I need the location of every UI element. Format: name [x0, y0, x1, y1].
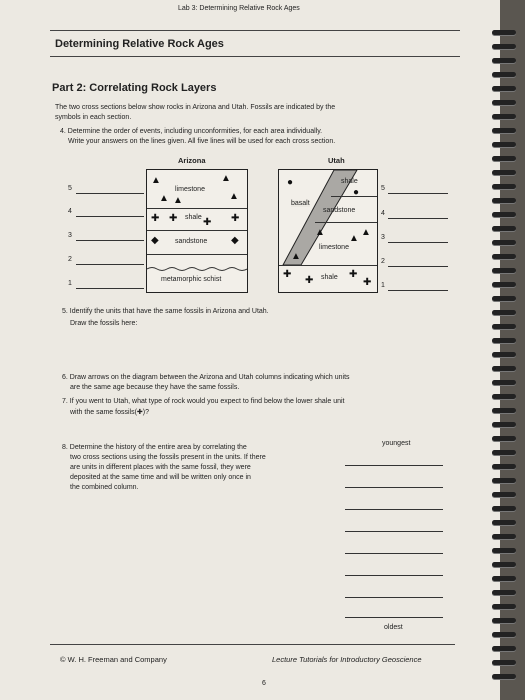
circle-fossil-icon: ● [287, 177, 294, 188]
az-answer-line-2[interactable] [76, 264, 144, 265]
cross-fossil-icon: ✚ [151, 213, 160, 224]
spiral-coil [492, 422, 516, 427]
utah-sandstone-label: sandstone [323, 207, 356, 214]
az-num-4: 4 [68, 208, 72, 215]
spiral-coil [492, 184, 516, 189]
spiral-coil [492, 450, 516, 455]
spiral-coil [492, 44, 516, 49]
cross-fossil-icon: ✚ [349, 269, 358, 280]
cross-fossil-icon: ✚ [363, 277, 372, 288]
spiral-coil [492, 366, 516, 371]
combined-answer-line-7[interactable] [345, 597, 443, 598]
utah-answer-line-5[interactable] [388, 193, 448, 194]
spiral-coil [492, 604, 516, 609]
q6-line-1: 6. Draw arrows on the diagram between the Arizona and Utah columns indicating which units [62, 374, 350, 381]
az-answer-line-4[interactable] [76, 216, 144, 217]
utah-num-3: 3 [381, 234, 385, 241]
intro-line-2: symbols in each section. [55, 114, 132, 121]
q4-line-1: 4. Determine the order of events, including unconformities, for each area individually. [60, 128, 323, 135]
az-limestone-label: limestone [175, 186, 205, 193]
spiral-coil [492, 436, 516, 441]
footer-book-title: Lecture Tutorials for Introductory Geoscience [272, 655, 422, 664]
q8-line-4: deposited at the same time and will be written only once in [70, 474, 251, 481]
cross-fossil-icon: ✚ [203, 217, 212, 228]
utah-num-4: 4 [381, 210, 385, 217]
spiral-coil [492, 30, 516, 35]
spiral-coil [492, 296, 516, 301]
spiral-coil [492, 240, 516, 245]
q4-line-2: Write your answers on the lines given. All five lines will be used for each cross section. [68, 138, 336, 145]
az-num-1: 1 [68, 280, 72, 287]
q8-line-5: the combined column. [70, 484, 139, 491]
triangle-fossil-icon: ▲ [159, 193, 169, 204]
az-sandstone-label: sandstone [175, 238, 208, 245]
spiral-coil [492, 576, 516, 581]
q6-line-2: are the same age because they have the same fossils. [70, 384, 240, 391]
az-boundary-3 [147, 254, 247, 255]
spiral-coil [492, 534, 516, 539]
spiral-coil [492, 492, 516, 497]
spiral-coil [492, 506, 516, 511]
az-answer-line-5[interactable] [76, 193, 144, 194]
utah-cross-section [278, 169, 378, 293]
triangle-fossil-icon: ▲ [315, 227, 325, 238]
circle-fossil-icon: ● [353, 187, 360, 198]
triangle-fossil-icon: ▲ [221, 173, 231, 184]
cross-fossil-icon: ✚ [231, 213, 240, 224]
spiral-coil [492, 156, 516, 161]
spiral-coil [492, 100, 516, 105]
combined-answer-line-1[interactable] [345, 465, 443, 466]
spiral-coil [492, 226, 516, 231]
spiral-coil [492, 464, 516, 469]
utah-num-1: 1 [381, 282, 385, 289]
q7-line-1: 7. If you went to Utah, what type of rock would you expect to find below the lower shale unit [62, 398, 345, 405]
spiral-coil [492, 674, 516, 679]
spiral-coil [492, 128, 516, 133]
spiral-coil [492, 520, 516, 525]
q5-line-2: Draw the fossils here: [70, 320, 138, 327]
cross-fossil-icon: ✚ [169, 213, 178, 224]
spiral-coil [492, 380, 516, 385]
triangle-fossil-icon: ▲ [291, 251, 301, 262]
section-title: Determining Relative Rock Ages [55, 38, 224, 50]
az-answer-line-1[interactable] [76, 288, 144, 289]
header-rule-bottom [50, 56, 460, 57]
spiral-binding [492, 30, 522, 690]
oldest-label: oldest [384, 624, 403, 631]
utah-shale-bottom-label: shale [321, 274, 338, 281]
spiral-coil [492, 254, 516, 259]
triangle-fossil-icon: ▲ [361, 227, 371, 238]
lab-header: Lab 3: Determining Relative Rock Ages [178, 5, 300, 12]
spiral-coil [492, 478, 516, 483]
q5-line-1: 5. Identify the units that have the same fossils in Arizona and Utah. [62, 308, 269, 315]
arizona-cross-section [146, 169, 248, 293]
q8-line-1: 8. Determine the history of the entire area by correlating the [62, 444, 247, 451]
triangle-fossil-icon: ▲ [151, 175, 161, 186]
footer-rule [50, 644, 455, 645]
part-title: Part 2: Correlating Rock Layers [52, 82, 217, 94]
q7-line-2: with the same fossils(✚)? [70, 409, 149, 416]
utah-answer-line-3[interactable] [388, 242, 448, 243]
utah-answer-line-4[interactable] [388, 218, 448, 219]
spiral-coil [492, 324, 516, 329]
combined-answer-line-5[interactable] [345, 553, 443, 554]
spiral-coil [492, 86, 516, 91]
q8-line-2: two cross sections using the fossils present in the units. If there [70, 454, 266, 461]
az-num-5: 5 [68, 185, 72, 192]
utah-num-2: 2 [381, 258, 385, 265]
az-unconformity [147, 266, 247, 272]
triangle-fossil-icon: ▲ [229, 191, 239, 202]
spiral-coil [492, 660, 516, 665]
spiral-coil [492, 282, 516, 287]
spiral-coil [492, 338, 516, 343]
combined-answer-line-3[interactable] [345, 509, 443, 510]
combined-answer-line-6[interactable] [345, 575, 443, 576]
triangle-fossil-icon: ▲ [173, 195, 183, 206]
spiral-coil [492, 268, 516, 273]
spiral-coil [492, 198, 516, 203]
utah-answer-line-1[interactable] [388, 290, 448, 291]
spiral-coil [492, 212, 516, 217]
az-num-2: 2 [68, 256, 72, 263]
arizona-title: Arizona [178, 156, 206, 165]
diamond-fossil-icon: ◆ [231, 235, 239, 246]
combined-answer-line-4[interactable] [345, 531, 443, 532]
diamond-fossil-icon: ◆ [151, 235, 159, 246]
spiral-coil [492, 618, 516, 623]
header-rule-top [50, 30, 460, 31]
spiral-coil [492, 562, 516, 567]
az-answer-line-3[interactable] [76, 240, 144, 241]
spiral-coil [492, 394, 516, 399]
intro-line-1: The two cross sections below show rocks in Arizona and Utah. Fossils are indicated by the [55, 104, 336, 111]
cross-fossil-icon: ✚ [305, 275, 314, 286]
utah-boundary-3 [279, 265, 377, 266]
utah-basalt-label: basalt [291, 200, 310, 207]
spiral-coil [492, 58, 516, 63]
spiral-coil [492, 408, 516, 413]
utah-limestone-label: limestone [319, 244, 349, 251]
spiral-coil [492, 142, 516, 147]
utah-title: Utah [328, 156, 345, 165]
footer-copyright: © W. H. Freeman and Company [60, 655, 167, 664]
spiral-coil [492, 590, 516, 595]
utah-answer-line-2[interactable] [388, 266, 448, 267]
utah-num-5: 5 [381, 185, 385, 192]
spiral-coil [492, 352, 516, 357]
az-shale-label: shale [185, 214, 202, 221]
az-num-3: 3 [68, 232, 72, 239]
cross-fossil-icon: ✚ [283, 269, 292, 280]
q8-line-3: are units in different places with the same fossil, they were [70, 464, 251, 471]
utah-boundary-2 [315, 222, 377, 223]
az-boundary-2 [147, 230, 247, 231]
combined-answer-line-8[interactable] [345, 617, 443, 618]
az-schist-label: metamorphic schist [161, 276, 222, 283]
page-number: 6 [262, 680, 266, 687]
spiral-coil [492, 646, 516, 651]
youngest-label: youngest [382, 440, 411, 447]
az-boundary-1 [147, 208, 247, 209]
spiral-coil [492, 310, 516, 315]
triangle-fossil-icon: ▲ [349, 233, 359, 244]
spiral-coil [492, 632, 516, 637]
spiral-coil [492, 548, 516, 553]
spiral-coil [492, 114, 516, 119]
spiral-coil [492, 170, 516, 175]
spiral-coil [492, 72, 516, 77]
utah-shale-top-label: shale [341, 178, 358, 185]
combined-answer-line-2[interactable] [345, 487, 443, 488]
